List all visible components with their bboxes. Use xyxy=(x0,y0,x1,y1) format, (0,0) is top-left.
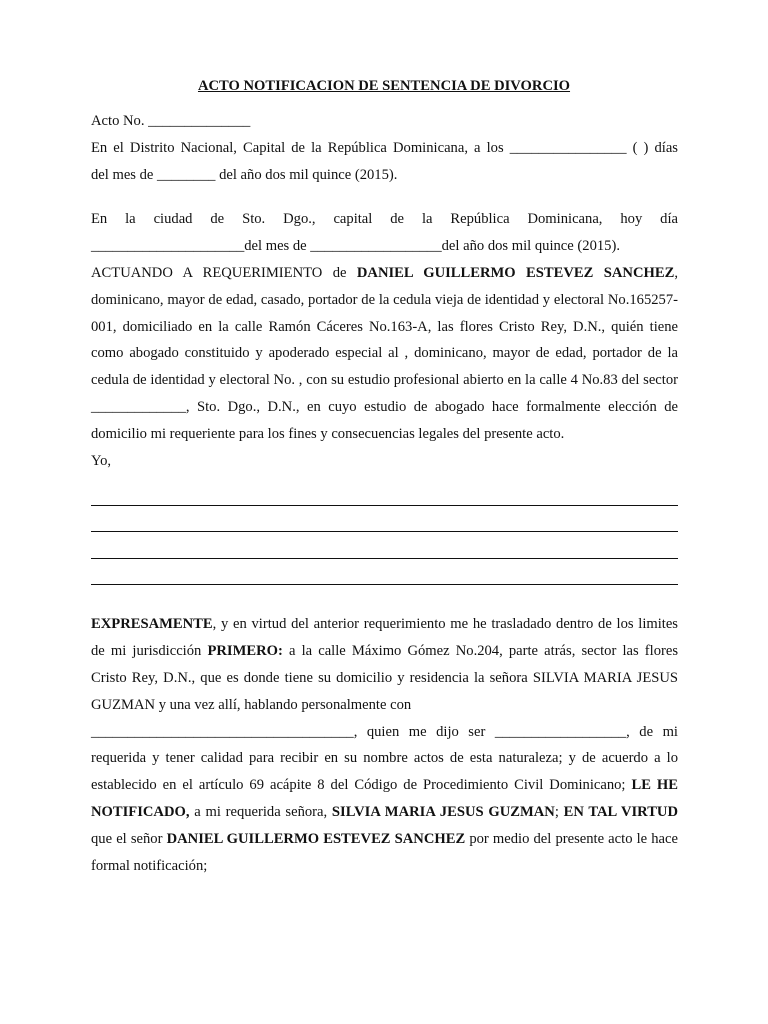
le-he-notificado: LE HE NOTIFICADO, xyxy=(91,777,678,820)
actuando-paragraph xyxy=(91,260,678,448)
expresamente-label: EXPRESAMENTE xyxy=(91,616,213,633)
blank-lines xyxy=(91,479,678,585)
city-line-2: _____________________del mes de __________________del año dos mil quince (2015). xyxy=(91,238,620,255)
city-line-1: En la ciudad de Sto. Dgo., capital de la República Dominicana, hoy día xyxy=(91,211,678,228)
requerida-text: requerida y tener calidad para recibir en su nombre actos de esta naturaleza; y de acuerdo a lo establecido en el artículo 69 acápite 8 del Código de Procedimiento Civil Dominicano; xyxy=(91,750,678,794)
daniel-name-2: DANIEL GUILLERMO ESTEVEZ SANCHEZ xyxy=(166,830,466,847)
en-tal-separator: ; xyxy=(554,803,564,820)
requeriente-name: DANIEL GUILLERMO ESTEVEZ SANCHEZ xyxy=(356,264,675,281)
a-mi-requerida: a mi requerida señora, xyxy=(189,803,332,820)
notificacion-paragraph xyxy=(91,745,678,879)
document-body xyxy=(91,108,678,879)
acto-number-line: Acto No. ______________ xyxy=(91,113,251,129)
primero-label: PRIMERO: xyxy=(207,643,283,660)
date-line-1: En el Distrito Nacional, Capital de la República Dominicana, a los ________________ ( ) días xyxy=(91,139,678,156)
expresamente-text-a: , y en virtud del anterior requerimiento me he trasladado dentro de los limites de mi jurisdicción xyxy=(91,616,678,660)
date-line-2: del mes de ________ del año dos mil quince (2015). xyxy=(91,166,398,183)
paragraph-gap xyxy=(91,585,678,611)
blank-line xyxy=(91,479,678,506)
blank-line xyxy=(91,532,678,559)
document-title: ACTO NOTIFICACION DE SENTENCIA DE DIVORCIO xyxy=(197,78,571,94)
paragraph-gap xyxy=(91,188,678,206)
que-el-senor: que el señor xyxy=(91,830,167,847)
en-tal-virtud: EN TAL VIRTUD xyxy=(563,803,679,820)
yo-line: Yo, xyxy=(91,452,112,469)
actuando-prefix: ACTUANDO A REQUERIMIENTO de xyxy=(91,264,357,281)
blank-line xyxy=(91,559,678,586)
hablando-line: ____________________________________, quien me dijo ser __________________, de mi xyxy=(91,723,678,740)
final-text: por medio del presente acto le hace formal notificación; xyxy=(91,830,678,874)
blank-line xyxy=(91,506,678,533)
expresamente-paragraph xyxy=(91,611,678,718)
silvia-name: SILVIA MARIA JESUS GUZMAN xyxy=(331,803,555,820)
actuando-text: , dominicano, mayor de edad, casado, portador de la cedula vieja de identidad y electoral No.165257-001, domiciliado en la calle Ramón Cáceres No.163-A, las flores Cristo Rey, D.N., quién tiene como abogado constituido y apoderado especial al , dominicano, mayor de edad, portador de la cedula de identidad y electoral No. , con su estudio profesional abierto en la calle 4 No.83 del sector _____________, Sto. Dgo., D.N., en cuyo estudio de abogado hace formalmente elección de domicilio mi requeriente para los fines y consecuencias legales del presente acto. xyxy=(91,264,678,442)
expresamente-text-b: a la calle Máximo Gómez No.204, parte atrás, sector las flores Cristo Rey, D.N., que es donde tiene su domicilio y residencia la señora SILVIA MARIA JESUS GUZMAN y una vez allí, hablando personalmente con xyxy=(91,643,679,713)
